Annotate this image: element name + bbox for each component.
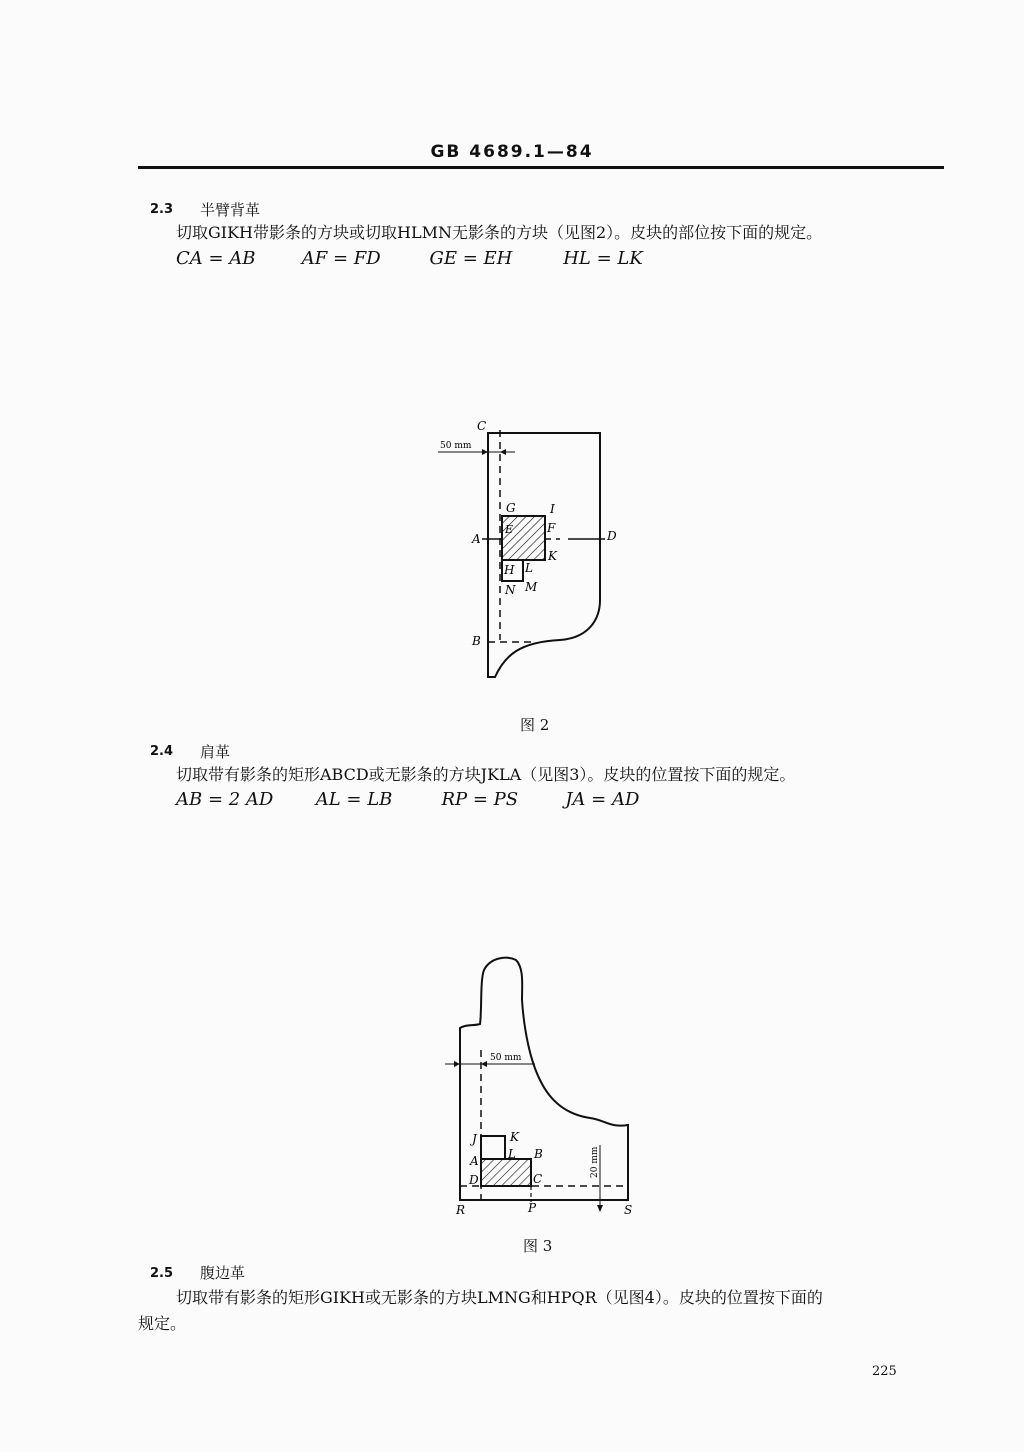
section-2-3-number: 2.3 — [150, 202, 174, 217]
label-k: K — [548, 549, 557, 563]
label-g: G — [506, 501, 516, 515]
section-2-5-text: 切取带有影条的矩形GIKH或无影条的方块LMNG和HPQR（见图4）。皮块的位置按下面的 — [176, 1288, 823, 1307]
shaded-rectangle-abcd — [481, 1159, 531, 1186]
dimension-label: 50 mm — [440, 441, 472, 451]
dimension-label: 20 mm — [590, 1146, 600, 1178]
label-a: A — [472, 532, 481, 546]
block-jkla — [481, 1136, 505, 1159]
formula: RP = PS — [441, 789, 519, 810]
label-p: P — [528, 1201, 537, 1215]
section-2-5-number: 2.5 — [150, 1266, 174, 1281]
header-rule — [138, 166, 944, 169]
label-j: J — [472, 1132, 477, 1146]
label-r: R — [456, 1203, 466, 1217]
label-l: L — [508, 1147, 516, 1161]
label-i: I — [550, 502, 555, 516]
figure-2-caption: 图 2 — [520, 716, 550, 734]
formula: AL = LB — [315, 789, 393, 810]
formula: GE = EH — [429, 248, 513, 269]
label-b: B — [472, 634, 481, 648]
section-2-4-text: 切取带有影条的矩形ABCD或无影条的方块JKLA（见图3）。皮块的位置按下面的规定。 — [176, 765, 796, 784]
section-2-3-text: 切取GIKH带影条的方块或切取HLMN无影条的方块（见图2）。皮块的部位按下面的规定。 — [176, 223, 823, 242]
label-n: N — [505, 583, 516, 597]
label-l: L — [525, 561, 533, 575]
section-2-4-number: 2.4 — [150, 744, 174, 759]
label-f: F — [547, 521, 556, 535]
formula: JA = AD — [565, 789, 640, 810]
label-e: E — [505, 523, 514, 536]
section-2-5-text-continued: 规定。 — [138, 1314, 187, 1333]
section-2-4-formulas — [176, 789, 639, 810]
label-d: D — [469, 1173, 479, 1187]
label-d: D — [607, 529, 617, 543]
label-c: C — [533, 1172, 543, 1186]
label-k: K — [510, 1130, 519, 1144]
figure-3-caption: 图 3 — [523, 1237, 553, 1255]
formula: HL = LK — [563, 248, 643, 269]
label-m: M — [525, 580, 538, 594]
formula: AF = FD — [301, 248, 381, 269]
standard-code: GB 4689.1—84 — [430, 142, 594, 162]
figure-3 — [440, 950, 650, 1220]
arrow-icon — [597, 1205, 603, 1212]
dimension-label: 50 mm — [490, 1053, 522, 1063]
section-2-3-title: 半臂背革 — [200, 201, 261, 219]
page-number: 225 — [872, 1364, 897, 1379]
arrow-icon — [481, 1061, 487, 1067]
label-c: C — [477, 419, 487, 433]
formula: CA = AB — [176, 248, 256, 269]
formula: AB = 2 AD — [176, 789, 274, 810]
figure-2 — [420, 410, 650, 695]
label-s: S — [624, 1203, 633, 1217]
label-h: H — [504, 563, 515, 577]
section-2-4-title: 肩革 — [200, 743, 231, 761]
arrow-icon — [500, 449, 506, 455]
section-2-5-title: 腹边革 — [200, 1264, 246, 1282]
section-2-3-formulas — [176, 248, 643, 269]
label-a: A — [470, 1154, 479, 1168]
label-b: B — [534, 1147, 543, 1161]
